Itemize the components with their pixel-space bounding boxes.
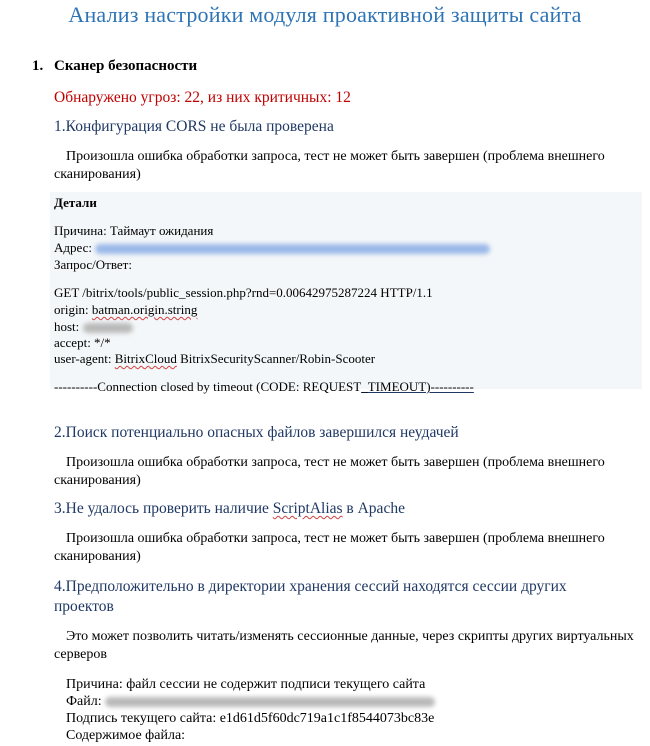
details-request-label: Запрос/Ответ:	[54, 257, 132, 272]
redacted-file-path	[105, 697, 435, 707]
address-label: Адрес:	[54, 240, 92, 255]
item-4-file: Файл:	[66, 693, 435, 710]
item-3-title: 3.Не удалось проверить наличие ScriptAlias в Apache	[54, 500, 405, 517]
item-4-reason: Причина: файл сессии не содержит подписи текущего сайта	[66, 677, 426, 692]
item-4-text: Это может позволить читать/изменять сессионные данные, через скрипты других виртуальных серверов	[54, 629, 634, 662]
details-address	[54, 240, 490, 256]
details-user-agent: user-agent: BitrixCloud BitrixSecurityScanner/Robin-Scooter	[54, 351, 376, 366]
item-4-title: 4.Предположительно в директории хранения сессий находятся сессии других проектов	[54, 578, 567, 615]
document-title: Анализ настройки модуля проактивной защиты сайта	[68, 2, 582, 27]
redacted-host	[83, 323, 133, 333]
item-4-contents: Содержимое файла:	[66, 728, 186, 743]
details-heading: Детали	[54, 195, 97, 210]
item-3-text: Произошла ошибка обработки запроса, тест не может быть завершен (проблема внешнего сканирования)	[54, 531, 605, 564]
details-host: host:	[54, 319, 133, 335]
section-heading	[32, 58, 197, 75]
details-accept: accept: */*	[54, 335, 111, 350]
details-block	[50, 192, 642, 394]
scriptalias-word: ScriptAlias	[272, 500, 343, 517]
item-2-text: Произошла ошибка обработки запроса, тест не может быть завершен (проблема внешнего сканирования)	[54, 455, 605, 488]
threats-summary: Обнаружено угроз: 22, из них критичных: 12	[54, 89, 351, 106]
details-get-line: GET /bitrix/tools/public_session.php?rnd=0.00642975287224 HTTP/1.1	[54, 285, 433, 300]
item-2-title: 2.Поиск потенциально опасных файлов завершился неудачей	[54, 424, 459, 441]
details-connection-closed: ----------Connection closed by timeout (CODE: REQUEST_TIMEOUT)----------	[54, 379, 474, 394]
origin-value: batman.origin.string	[91, 302, 198, 317]
details-origin: origin: batman.origin.string	[54, 302, 198, 317]
redacted-address-link[interactable]	[95, 244, 490, 254]
item-1-text: Произошла ошибка обработки запроса, тест не может быть завершен (проблема внешнего сканирования)	[54, 149, 605, 182]
item-4-signature: Подпись текущего сайта: e1d61d5f60dc719a1c1f8544073bc83e	[66, 711, 435, 726]
section-title: Сканер безопасности	[54, 58, 198, 74]
item-1-title: 1.Конфигурация CORS не была проверена	[54, 118, 334, 135]
details-reason: Причина: Таймаут ожидания	[54, 223, 214, 238]
section-number: 1.	[32, 58, 44, 74]
